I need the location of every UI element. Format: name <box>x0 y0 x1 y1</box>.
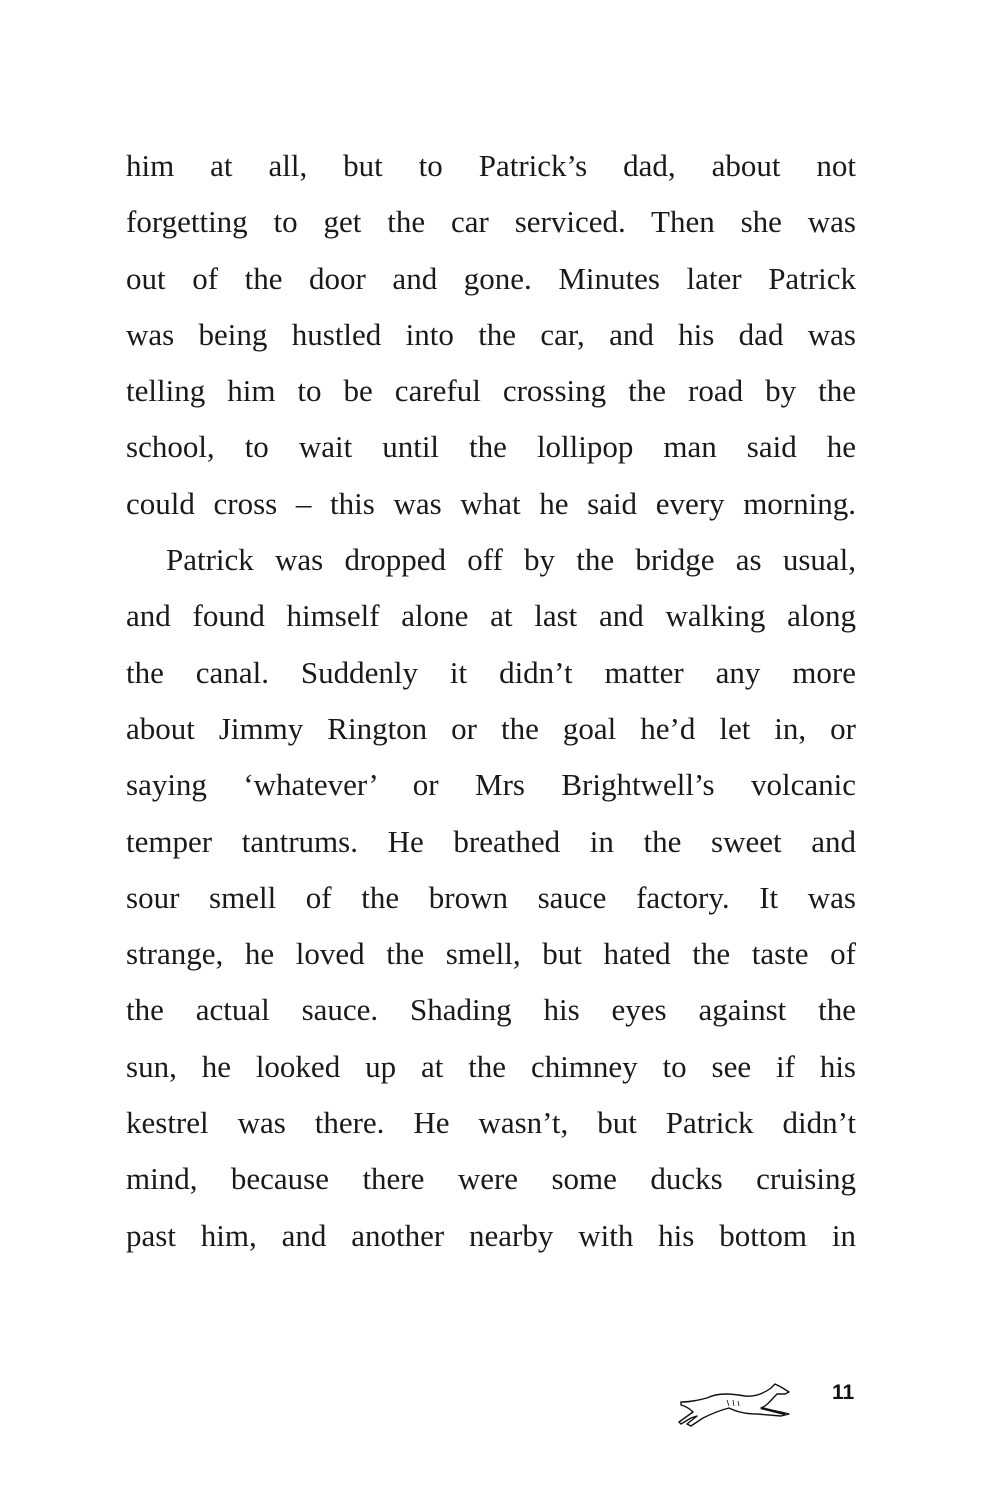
text-line: sun, he looked up at the chimney to see if his <box>126 1048 856 1084</box>
text-line: temper tantrums. He breathed in the sweet and <box>126 823 856 859</box>
text-line: out of the door and gone. Minutes later Patrick <box>126 260 856 296</box>
text-line: was being hustled into the car, and his dad was <box>126 316 856 352</box>
text-line: kestrel was there. He wasn’t, but Patrick didn’t <box>126 1105 856 1141</box>
greyhound-icon <box>677 1378 797 1430</box>
text-line: telling him to be careful crossing the road by the <box>126 373 856 409</box>
text-line: mind, because there were some ducks cruising <box>126 1161 856 1197</box>
text-line: saying ‘whatever’ or Mrs Brightwell’s volcanic <box>126 767 856 803</box>
text-line: could cross – this was what he said every morning. <box>126 485 856 521</box>
text-line: and found himself alone at last and walking along <box>126 598 856 634</box>
body-text <box>126 138 856 1264</box>
text-line: about Jimmy Rington or the goal he’d let in, or <box>126 710 856 746</box>
text-line: the canal. Suddenly it didn’t matter any more <box>126 654 856 690</box>
text-line: strange, he loved the smell, but hated the taste of <box>126 936 856 972</box>
text-line: sour smell of the brown sauce factory. It was <box>126 879 856 915</box>
page-number: 11 <box>832 1381 855 1404</box>
text-line: him at all, but to Patrick’s dad, about not <box>126 148 856 183</box>
text-line: school, to wait until the lollipop man said he <box>126 429 856 465</box>
text-line: past him, and another nearby with his bottom in <box>126 1217 856 1253</box>
text-line: forgetting to get the car serviced. Then she was <box>126 204 856 240</box>
text-line: the actual sauce. Shading his eyes against the <box>126 992 856 1028</box>
text-line: Patrick was dropped off by the bridge as usual, <box>166 542 856 578</box>
